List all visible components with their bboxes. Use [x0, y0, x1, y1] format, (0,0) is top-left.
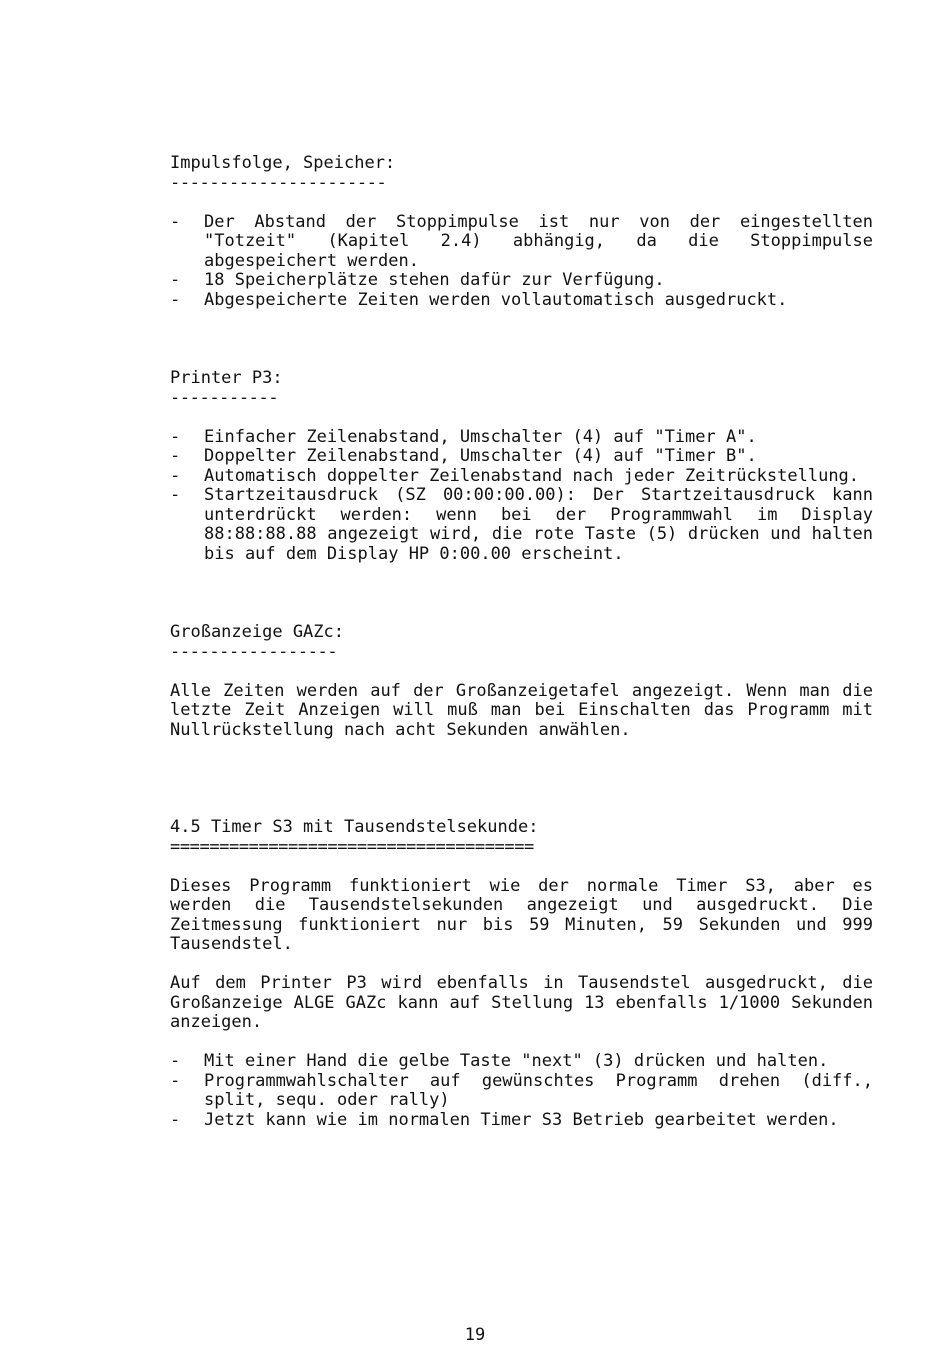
list-item: - Doppelter Zeilenabstand, Umschalter (4) auf "Timer B".	[170, 446, 757, 466]
list-item: - 18 Speicherplätze stehen dafür zur Verfügung.	[170, 270, 665, 290]
list-item: - Der Abstand der Stoppimpulse ist nur von der eingestellten "Totzeit" (Kapitel 2.4) abhängig, da die Stoppimpulse abgespeichert werden.	[170, 211, 873, 271]
bullet-dash: -	[170, 465, 181, 486]
bullet-dash: -	[170, 1109, 181, 1130]
section-heading-grossanzeige: Großanzeige GAZc:	[170, 622, 344, 642]
list-item: - Programmwahlschalter auf gewünschtes Programm drehen (diff., split, sequ. oder rally)	[170, 1070, 873, 1110]
list-item: - Abgespeicherte Zeiten werden vollautomatisch ausgedruckt.	[170, 289, 788, 310]
heading-underline: =====================================	[170, 836, 534, 857]
bullet-dash: -	[170, 270, 181, 290]
bullet-list-printer	[170, 428, 873, 565]
bullet-list-impulsfolge	[170, 213, 873, 311]
document-page	[170, 154, 873, 1130]
bullet-dash: -	[170, 1051, 181, 1071]
bullet-dash: -	[170, 446, 181, 466]
paragraph: Alle Zeiten werden auf der Großanzeigetafel angezeigt. Wenn man die letzte Zeit Anzeigen will muß man bei Einschalten das Programm mit Nullrückstellung nach acht Sekunden anwählen.	[170, 680, 873, 740]
section-heading-printer: Printer P3:	[170, 368, 283, 388]
list-item: - Einfacher Zeilenabstand, Umschalter (4) auf "Timer A".	[170, 426, 757, 447]
list-item: - Startzeitausdruck (SZ 00:00:00.00): Der Startzeitausdruck kann unterdrückt werden: wenn bei der Programmwahl im Display 88:88:88.88 angezeigt wird, die rote Taste (5) drücken und halten bis auf dem Display HP 0:00.00 erscheint.	[170, 485, 873, 564]
bullet-list-timer-s3	[170, 1052, 873, 1130]
paragraph: Dieses Programm funktioniert wie der normale Timer S3, aber es werden die Tausendstelsekunden angezeigt und ausgedruckt. Die Zeitmessung funktioniert nur bis 59 Minuten, 59 Sekunden und 999 Tausendstel.	[170, 875, 873, 954]
bullet-dash: -	[170, 289, 181, 310]
heading-underline: ----------------------	[170, 172, 387, 193]
paragraph: Auf dem Printer P3 wird ebenfalls in Tausendstel ausgedruckt, die Großanzeige ALGE GAZc kann auf Stellung 13 ebenfalls 1/1000 Sekunden anzeigen.	[170, 973, 873, 1032]
bullet-dash: -	[170, 426, 181, 447]
heading-underline: -----------------	[170, 641, 338, 662]
bullet-dash: -	[170, 211, 181, 232]
section-heading-impulsfolge: Impulsfolge, Speicher:	[170, 153, 396, 173]
page-number: 19	[464, 1325, 486, 1345]
section-heading-timer-s3: 4.5 Timer S3 mit Tausendstelsekunde:	[170, 817, 539, 837]
bullet-dash: -	[170, 1070, 181, 1091]
bullet-dash: -	[170, 485, 181, 505]
list-item: - Jetzt kann wie im normalen Timer S3 Betrieb gearbeitet werden.	[170, 1109, 839, 1130]
heading-underline: -----------	[170, 387, 279, 408]
list-item: - Mit einer Hand die gelbe Taste "next" (3) drücken und halten.	[170, 1051, 829, 1071]
list-item: - Automatisch doppelter Zeilenabstand nach jeder Zeitrückstellung.	[170, 465, 860, 486]
